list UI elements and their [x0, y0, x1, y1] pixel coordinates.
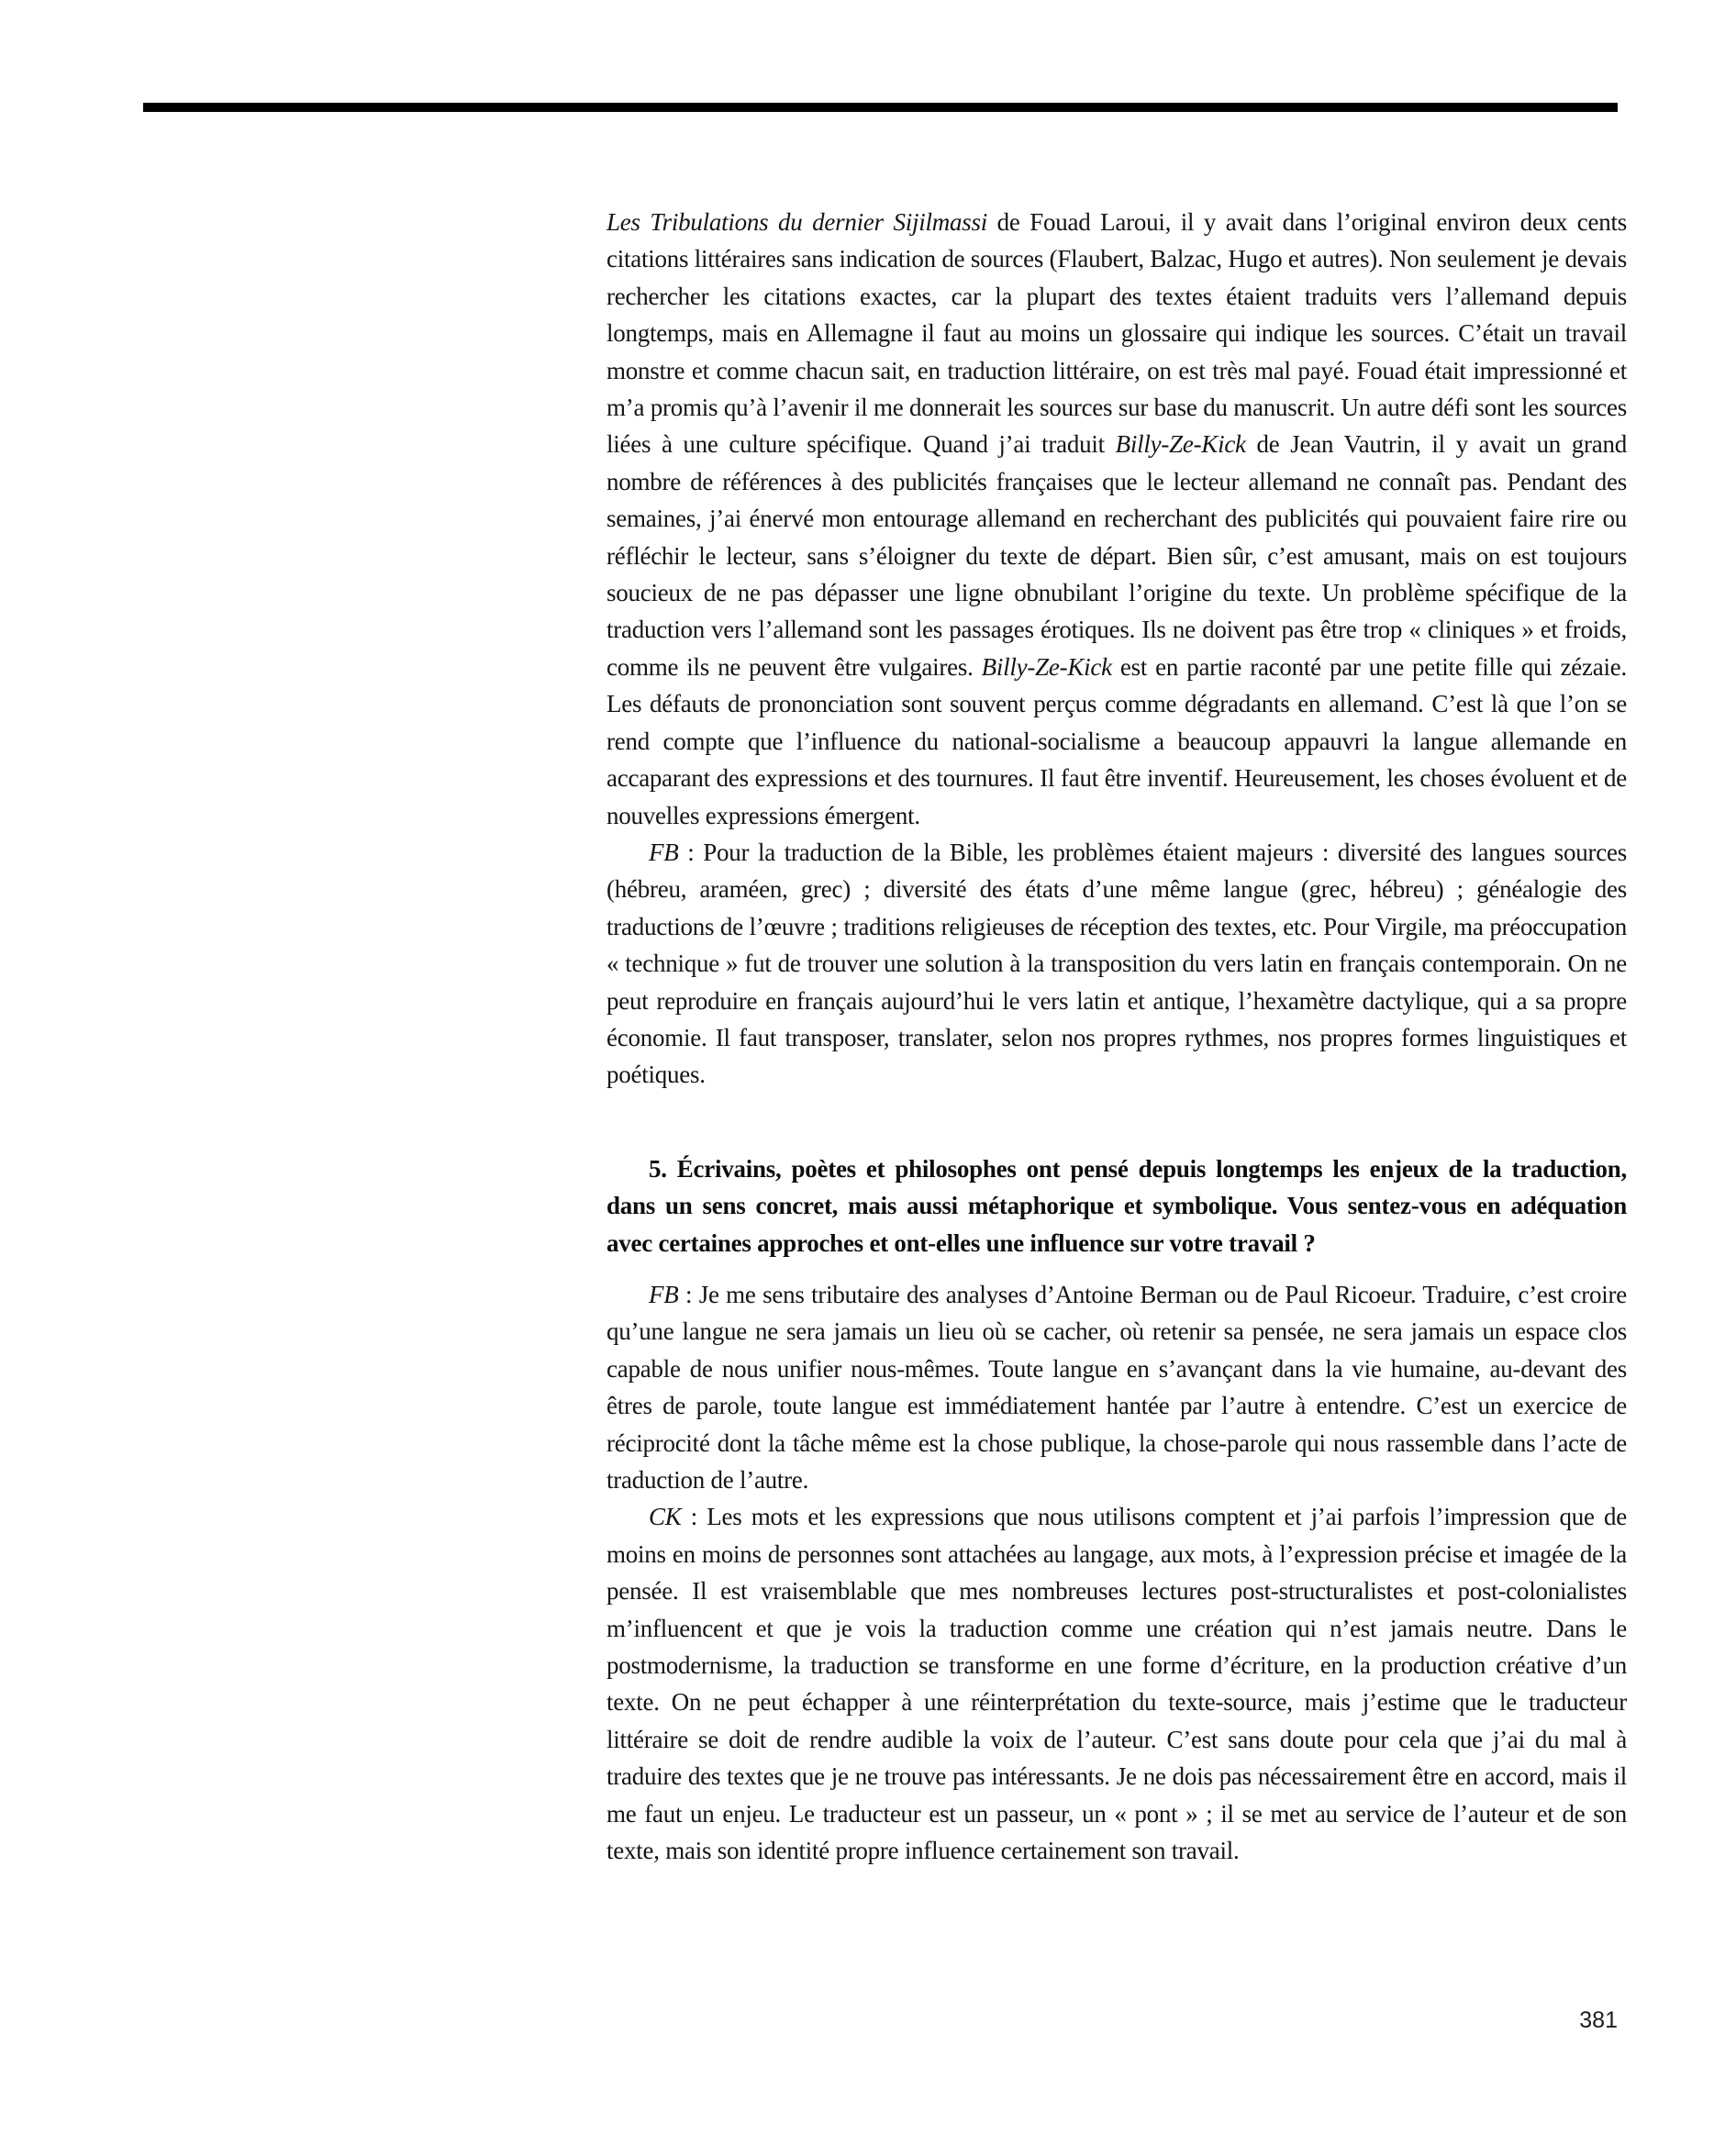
- question-5: [607, 1150, 1627, 1261]
- answer-fb-berman-ricoeur-segment: : Je me sens tributaire des analyses d’Antoine Berman ou de Paul Ricoeur. Traduire, c’est croire qu’une langue ne sera jamais un lieu où se cacher, où retenir sa pensée, ne sera jamais un espace clos capable de nous unifier nous-mêmes. Toute langue en s’avançant dans la vie humaine, au-devant des êtres de parole, toute langue est immédiatement hantée par l’autre à entendre. C’est un exercice de réciprocité dont la tâche même est la chose publique, la chose-parole qui nous rassemble dans l’acte de traduction de l’autre.: [607, 1280, 1627, 1494]
- answer-fb-bible: [607, 834, 1627, 1094]
- answer-fb-berman-ricoeur: [607, 1276, 1627, 1498]
- answer-ck-mots: [607, 1498, 1627, 1869]
- paragraph-continuation-segment: est en partie raconté par une petite fille qui zézaie. Les défauts de prononciation sont souvent perçus comme dégradants en allemand. C’est là que l’on se rend compte que l’influence du national-socialisme a beaucoup appauvri la langue allemande en accaparant des expressions et des tournures. Il faut être inventif. Heureusement, les choses évoluent et de nouvelles expressions émergent.: [607, 652, 1627, 829]
- paragraph-continuation-segment: Les Tribulations du dernier Sijilmassi: [607, 208, 988, 236]
- paragraph-continuation-segment: Billy-Ze-Kick: [1115, 430, 1246, 459]
- paragraph-continuation-segment: Billy-Ze-Kick: [981, 652, 1112, 681]
- page-number: 381: [1579, 2007, 1618, 2033]
- answer-fb-bible-segment: : Pour la traduction de la Bible, les problèmes étaient majeurs : diversité des langues sources (hébreu, araméen, grec) ; diversité des états d’une même langue (grec, hébreu) ; généalogie des traductions de l’œuvre ; traditions religieuses de réception des textes, etc. Pour Virgile, ma préoccupation « technique » fut de trouver une solution à la transposition du vers latin en français contemporain. On ne peut reproduire en français aujourd’hui le vers latin et antique, l’hexamètre dactylique, qui a sa propre économie. Il faut transposer, translater, selon nos propres rythmes, nos propres formes linguistiques et poétiques.: [607, 838, 1627, 1089]
- question-5-segment: 5. Écrivains, poètes et philosophes ont pensé depuis longtemps les enjeux de la traduction, dans un sens concret, mais aussi métaphorique et symbolique. Vous sentez-vous en adéquation avec certaines approches et ont-elles une influence sur votre travail ?: [607, 1154, 1627, 1257]
- answer-fb-bible-segment: FB: [649, 838, 679, 866]
- paragraph-continuation: [607, 204, 1627, 834]
- answer-ck-mots-segment: : Les mots et les expressions que nous utilisons comptent et j’ai parfois l’impression que de moins en moins de personnes sont attachées au langage, aux mots, à l’expression précise et imagée de la pensée. Il est vraisemblable que mes nombreuses lectures post-structuralistes et post-colonialistes m’influencent et que je vois la traduction comme une création qui n’est jamais neutre. Dans le postmodernisme, la traduction se transforme en une forme d’écriture, en la production créative d’un texte. On ne peut échapper à une réinterprétation du texte-source, mais j’estime que le traducteur littéraire se doit de rendre audible la voix de l’auteur. C’est sans doute pour cela que j’ai du mal à traduire des textes que je ne trouve pas intéressants. Je ne dois pas nécessairement être en accord, mais il me faut un enjeu. Le traducteur est un passeur, un « pont » ; il se met au service de l’auteur et de son texte, mais son identité propre influence certainement son travail.: [607, 1503, 1627, 1865]
- paragraph-continuation-segment: de Jean Vautrin, il y avait un grand nombre de références à des publicités françaises que le lecteur allemand ne connaît pas. Pendant des semaines, j’ai énervé mon entourage allemand en recherchant des publicités qui pouvaient faire rire ou réfléchir le lecteur, sans s’éloigner du texte de départ. Bien sûr, c’est amusant, mais on est toujours soucieux de ne pas dépasser une ligne obnubilant l’origine du texte. Un problème spécifique de la traduction vers l’allemand sont les passages érotiques. Ils ne doivent pas être trop « cliniques » et froids, comme ils ne peuvent être vulgaires.: [607, 430, 1627, 681]
- text-column: [607, 204, 1627, 1869]
- paragraph-continuation-segment: de Fouad Laroui, il y avait dans l’original environ deux cents citations littéraires sans indication de sources (Flaubert, Balzac, Hugo et autres). Non seulement je devais rechercher les citations exactes, car la plupart des textes étaient traduits vers l’allemand depuis longtemps, mais en Allemagne il faut au moins un glossaire qui indique les sources. C’était un travail monstre et comme chacun sait, en traduction littéraire, on est très mal payé. Fouad était impressionné et m’a promis qu’à l’avenir il me donnerait les sources sur base du manuscrit. Un autre défi sont les sources liées à une culture spécifique. Quand j’ai traduit: [607, 208, 1628, 459]
- answer-ck-mots-segment: CK: [649, 1503, 682, 1531]
- header-rule: [143, 103, 1618, 112]
- answer-fb-berman-ricoeur-segment: FB: [649, 1280, 679, 1308]
